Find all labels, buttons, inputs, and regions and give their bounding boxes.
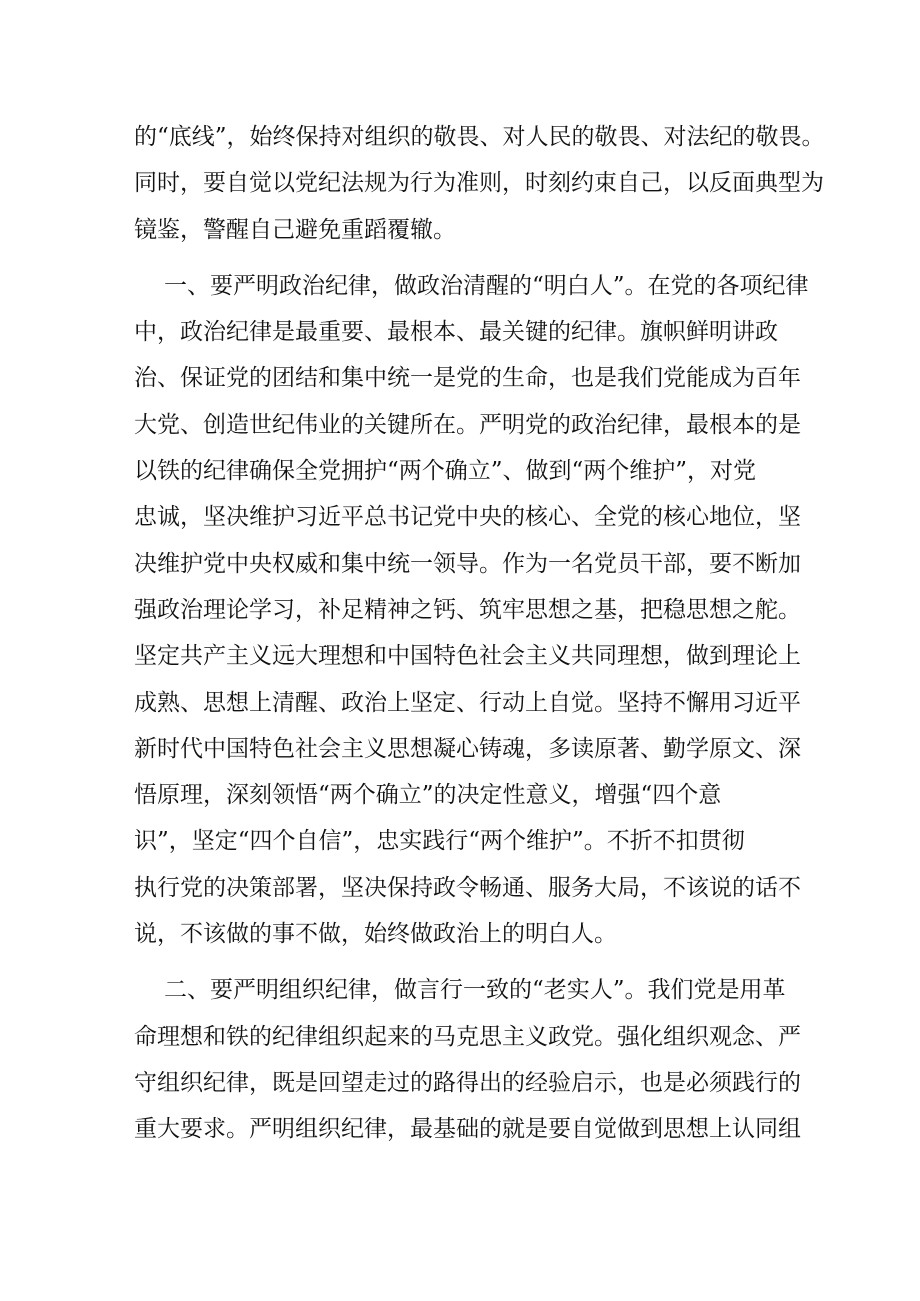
text-line: 中，政治纪律是最重要、最根本、最关键的纪律。旗帜鲜明讲政 — [134, 319, 778, 346]
text-line: 执行党的决策部署，坚决保持政令畅通、服务大局，不该说的话不 — [134, 874, 801, 901]
text-line: 大党、创造世纪伟业的关键所在。严明党的政治纪律，最根本的是 — [134, 411, 801, 438]
text-line: 成熟、思想上清醒、政治上坚定、行动上自觉。坚持不懈用习近平 — [134, 689, 801, 716]
text-line: 识”，坚定“四个自信”，忠实践行“两个维护”。不折不扣贯彻 — [134, 828, 745, 855]
text-line: 说，不该做的事不做，始终做政治上的明白人。 — [134, 921, 617, 948]
text-line: 守组织纪律，既是回望走过的路得出的经验启示，也是必须践行的 — [134, 1069, 801, 1096]
text-line: 命理想和铁的纪律组织起来的马克思主义政党。强化组织观念、严 — [134, 1023, 801, 1050]
text-line: 以铁的纪律确保全党拥护“两个确立”、做到“两个维护”，对党 — [134, 458, 757, 485]
text-line: 决维护党中央权威和集中统一领导。作为一名党员干部，要不断加 — [134, 550, 801, 577]
text-line: 的“底线”，始终保持对组织的敬畏、对人民的敬畏、对法纪的敬畏。 — [134, 124, 825, 150]
text-line: 镜鉴，警醒自己避免重蹈覆辙。 — [134, 216, 456, 243]
text-line: 重大要求。严明组织纪律，最基础的就是要自觉做到思想上认同组 — [134, 1116, 801, 1143]
text-line: 悟原理，深刻领悟“两个确立”的决定性意义，增强“四个意 — [134, 782, 722, 809]
text-line: 忠诚，坚决维护习近平总书记党中央的核心、全党的核心地位，坚 — [134, 504, 801, 531]
text-line: 强政治理论学习，补足精神之钙、筑牢思想之基，把稳思想之舵。 — [134, 596, 801, 623]
text-line: 新时代中国特色社会主义思想凝心铸魂，多读原著、勤学原文、深 — [134, 735, 801, 762]
text-line: 治、保证党的团结和集中统一是党的生命，也是我们党能成为百年 — [134, 365, 801, 392]
document-body — [134, 114, 825, 1153]
section-heading-line: 二、要严明组织纪律，做言行一致的“老实人”。我们党是用革 — [164, 977, 786, 1004]
text-line: 坚定共产主义远大理想和中国特色社会主义共同理想，做到理论上 — [134, 643, 801, 670]
section-heading-line: 一、要严明政治纪律，做政治清醒的“明白人”。在党的各项纪律 — [164, 272, 809, 299]
text-line: 同时，要自觉以党纪法规为行为准则，时刻约束自己，以反面典型为 — [134, 170, 824, 197]
